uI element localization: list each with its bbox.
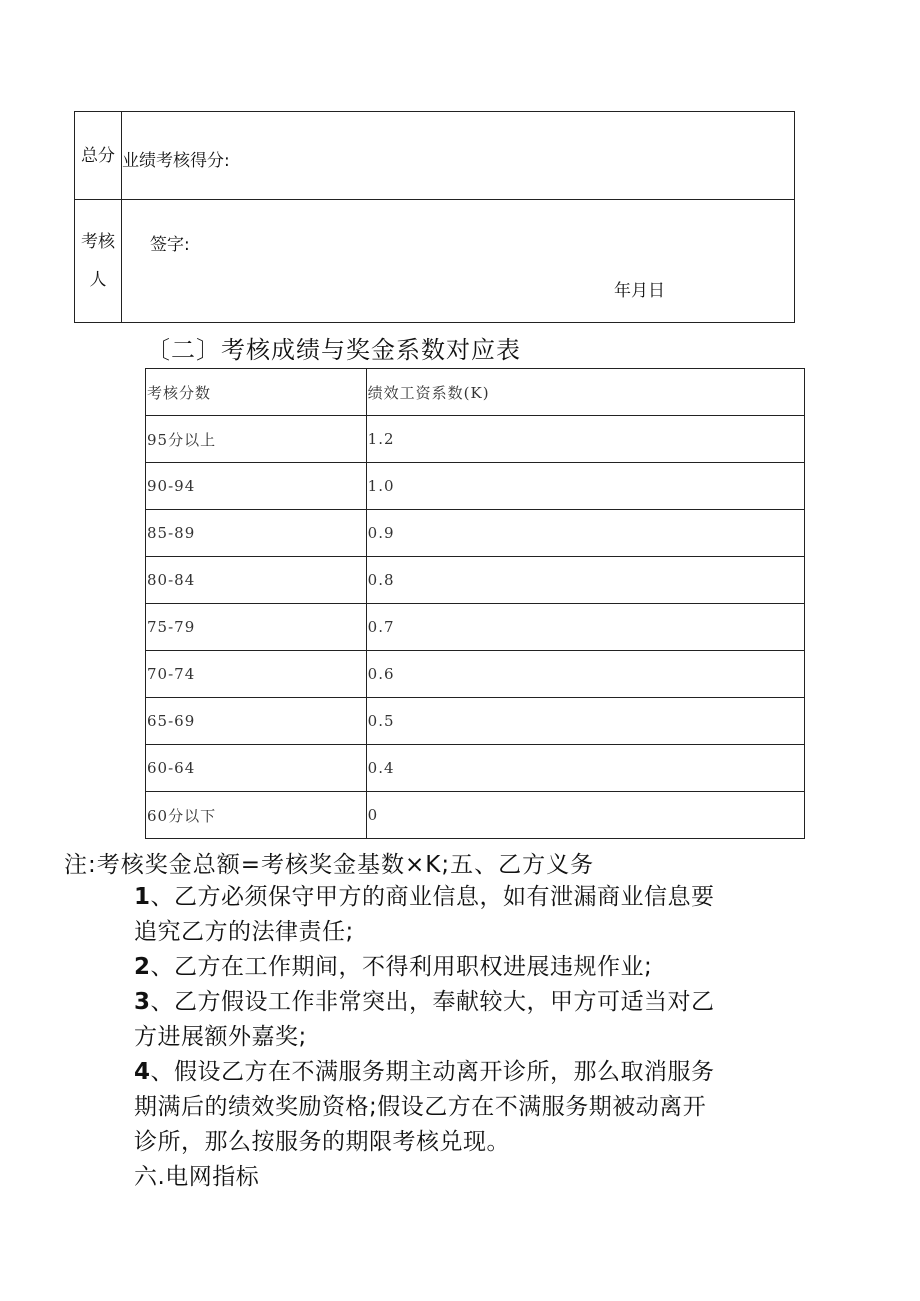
- total-label-cell: [75, 112, 122, 199]
- coefficient-value: 0.6: [366, 651, 804, 698]
- score-range: 70-74: [146, 651, 367, 698]
- table-row: [146, 557, 805, 604]
- assessor-label: 考核人: [81, 232, 115, 290]
- table-row: [146, 463, 805, 510]
- score-range: 75-79: [146, 604, 367, 651]
- coefficient-value: 0.9: [366, 510, 804, 557]
- assessor-label-cell: [75, 200, 122, 322]
- bonus-formula-note: 注:考核奖金总额=考核奖金基数×K;五、乙方义务: [64, 852, 595, 878]
- table-header-row: [146, 369, 805, 416]
- score-range: 80-84: [146, 557, 367, 604]
- table-row: [146, 510, 805, 557]
- duty-number: 2: [134, 954, 151, 980]
- assessment-summary-table: [74, 111, 795, 323]
- signature-label: 签字:: [150, 235, 190, 255]
- duty-text-line: 、乙方必须保守甲方的商业信息，如有泄漏商业信息要: [150, 884, 715, 910]
- section-six-heading: [134, 1160, 794, 1195]
- score-cell: [122, 112, 794, 199]
- coefficient-value: 0.7: [366, 604, 804, 651]
- score-range: 60分以下: [146, 792, 367, 839]
- duty-text-line: 诊所，那么按服务的期限考核兑现。: [134, 1129, 510, 1155]
- coefficient-value: 0: [366, 792, 804, 839]
- duty-item-1-continued: [134, 915, 794, 950]
- duty-item-4-continued: [134, 1090, 794, 1125]
- duty-item-3-continued: [134, 1020, 794, 1055]
- section-title: 〔二〕考核成绩与奖金系数对应表: [146, 336, 521, 364]
- coefficient-value: 0.8: [366, 557, 804, 604]
- bonus-coefficient-table: [145, 368, 805, 839]
- duty-item-3: [134, 985, 794, 1020]
- duty-item-1: [134, 880, 794, 915]
- grid-indicator-heading: 六.电网指标: [134, 1164, 260, 1190]
- table-row: [146, 792, 805, 839]
- duty-text-line: 、假设乙方在不满服务期主动离开诊所，那么取消服务: [150, 1059, 715, 1085]
- date-label: 年月日: [614, 281, 665, 301]
- table-row: [146, 651, 805, 698]
- coefficient-value: 1.0: [366, 463, 804, 510]
- score-range: 85-89: [146, 510, 367, 557]
- duty-text-line: 、乙方在工作期间，不得利用职权进展违规作业;: [150, 954, 653, 980]
- duty-number: 4: [134, 1059, 151, 1085]
- duty-text-line: 期满后的绩效奖励资格;假设乙方在不满服务期被动离开: [134, 1094, 707, 1120]
- table-row: [146, 698, 805, 745]
- table-row: [146, 604, 805, 651]
- coefficient-value: 1.2: [366, 416, 804, 463]
- performance-score-label: 业绩考核得分:: [122, 151, 230, 171]
- duty-number: 1: [134, 884, 151, 910]
- duty-item-4: [134, 1055, 794, 1090]
- duty-item-4-continued-2: [134, 1125, 794, 1160]
- table-row: [146, 745, 805, 792]
- coefficient-value: 0.4: [366, 745, 804, 792]
- score-range: 60-64: [146, 745, 367, 792]
- duty-text-line: 、乙方假设工作非常突出，奉献较大，甲方可适当对乙: [150, 989, 715, 1015]
- duty-number: 3: [134, 989, 151, 1015]
- total-score-row: [75, 112, 794, 200]
- duties-section: [134, 880, 794, 1195]
- coefficient-value: 0.5: [366, 698, 804, 745]
- score-range: 90-94: [146, 463, 367, 510]
- header-score: 考核分数: [146, 369, 367, 416]
- signature-cell: [122, 200, 794, 322]
- duty-item-2: [134, 950, 794, 985]
- total-label: 总分: [81, 145, 115, 166]
- duty-text-line: 追究乙方的法律责任;: [134, 919, 354, 945]
- table-row: [146, 416, 805, 463]
- assessor-row: [75, 200, 794, 322]
- score-range: 95分以上: [146, 416, 367, 463]
- score-range: 65-69: [146, 698, 367, 745]
- duty-text-line: 方进展额外嘉奖;: [134, 1024, 307, 1050]
- header-coefficient: 绩效工资系数(K): [366, 369, 804, 416]
